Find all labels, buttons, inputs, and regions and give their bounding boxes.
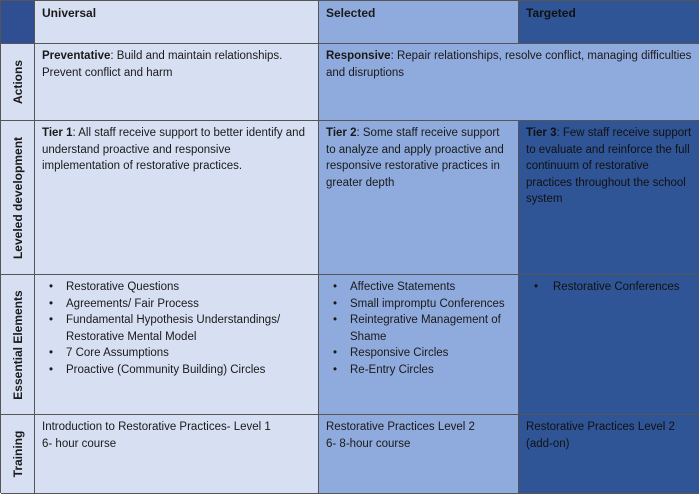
list-item: • Fundamental Hypothesis Understandings/ Restorative Mental Model [42, 312, 311, 345]
tier3-text: : Few staff receive support to evaluate and reinforce the full continuum of restorative practices throughout the school system [526, 127, 692, 205]
leveled-selected-cell [319, 121, 519, 275]
row-label-leveled-text: Leveled development [10, 136, 25, 259]
training-selected-cell [319, 415, 519, 494]
row-label-elements-text: Essential Elements [10, 289, 25, 400]
header-targeted: Targeted [519, 1, 699, 44]
training-targeted-line2: (add-on) [526, 437, 570, 450]
list-item: • Restorative Questions [42, 279, 311, 296]
row-label-training-text: Training [10, 430, 25, 478]
list-item: • Affective Statements [326, 279, 511, 296]
training-universal-line2: 6- hour course [42, 437, 117, 450]
row-label-elements [1, 275, 35, 415]
actions-universal-text: : Build and maintain relationships. Prevent conflict and harm [42, 50, 283, 79]
tier2-text: : Some staff receive support to analyze and apply proactive and responsive restorative practices in greater depth [326, 127, 504, 189]
corner-cell [1, 1, 35, 44]
leveled-targeted-cell [519, 121, 699, 275]
elements-targeted-cell [519, 275, 699, 415]
actions-universal-cell [35, 44, 319, 121]
training-targeted-line1: Restorative Practices Level 2 [526, 421, 675, 433]
list-item: • Reintegrative Management of Shame [326, 312, 511, 345]
header-universal: Universal [35, 1, 319, 44]
list-item: • 7 Core Assumptions [42, 345, 311, 362]
list-item: • Proactive (Community Building) Circles [42, 362, 311, 379]
row-label-leveled [1, 121, 35, 275]
leveled-universal-cell [35, 121, 319, 275]
header-selected: Selected [319, 1, 519, 44]
training-universal-line1: Introduction to Restorative Practices- Level 1 [42, 421, 271, 433]
training-selected-line1: Restorative Practices Level 2 [326, 421, 475, 433]
tier1-lead: Tier 1 [42, 127, 73, 139]
row-label-actions-text: Actions [10, 59, 25, 105]
training-selected-line2: 6- 8-hour course [326, 437, 411, 450]
list-item: • Re-Entry Circles [326, 362, 511, 379]
row-label-actions [1, 44, 35, 121]
tier3-lead: Tier 3 [526, 127, 557, 139]
list-item: • Restorative Conferences [526, 279, 692, 296]
elements-universal-cell [35, 275, 319, 415]
elements-universal-list [42, 279, 311, 378]
tier2-lead: Tier 2 [326, 127, 357, 139]
actions-responsive-lead: Responsive [326, 50, 391, 62]
list-item: • Agreements/ Fair Process [42, 296, 311, 313]
training-universal-cell [35, 415, 319, 494]
elements-selected-list [326, 279, 511, 378]
tier1-text: : All staff receive support to better identify and understand proactive and responsive implementation of restorative practices. [42, 127, 305, 172]
actions-responsive-cell [319, 44, 699, 121]
actions-responsive-text: : Repair relationships, resolve conflict, managing difficulties and disruptions [326, 50, 692, 79]
row-label-training [1, 415, 35, 494]
list-item: • Responsive Circles [326, 345, 511, 362]
elements-targeted-list [526, 279, 692, 296]
training-targeted-cell [519, 415, 699, 494]
elements-selected-cell [319, 275, 519, 415]
actions-universal-lead: Preventative [42, 50, 111, 62]
list-item: • Small impromptu Conferences [326, 296, 511, 313]
